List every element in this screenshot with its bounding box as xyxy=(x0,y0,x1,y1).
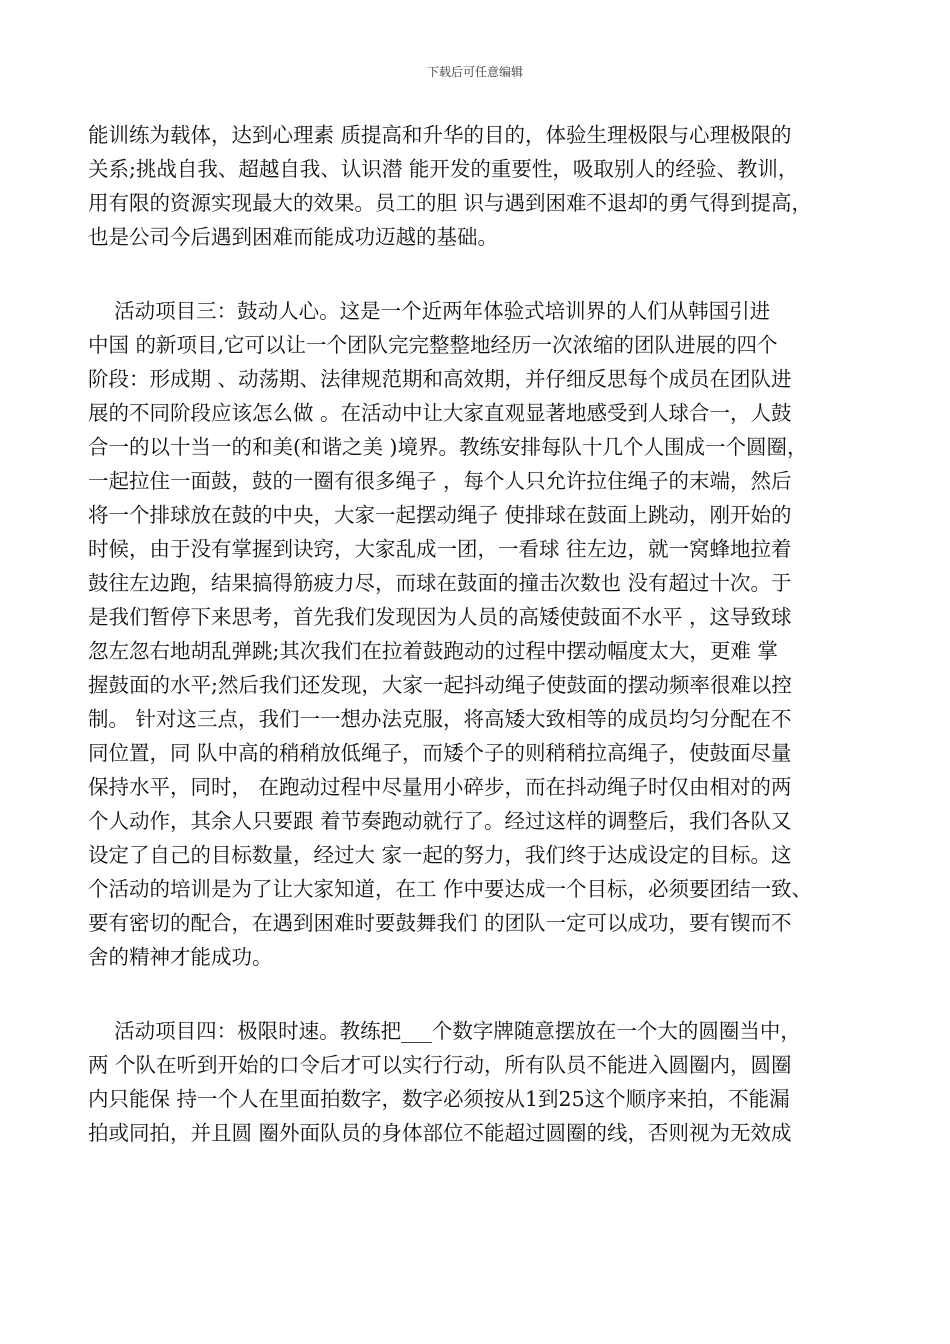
text-line: 合一的以十当一的和美(和谐之美 )境界。教练安排每队十几个人围成一个圆圈， xyxy=(88,435,808,459)
text-line: 同位置，同 队中高的稍稍放低绳子，而矮个子的则稍稍拉高绳子，使鼓面尽量 xyxy=(88,741,792,765)
text-line: 用有限的资源实现最大的效果。员工的胆 识与遇到困难不退却的勇气得到提高， xyxy=(88,191,813,215)
text-line: 活动项目四：极限时速。教练把___个数字牌随意摆放在一个大的圆圈当中， xyxy=(88,1019,801,1043)
text-line: 设定了自己的目标数量，经过大 家一起的努力，我们终于达成设定的目标。这 xyxy=(88,843,792,867)
paragraph-2 xyxy=(88,294,878,974)
text-line: 舍的精神才能成功。 xyxy=(88,945,273,969)
text-line: 握鼓面的水平;然后我们还发现，大家一起抖动绳子使鼓面的摆动频率很难以控 xyxy=(88,673,792,697)
text-line: 展的不同阶段应该怎么做 。在活动中让大家直观显著地感受到人球合一，人鼓 xyxy=(88,401,792,425)
document-body xyxy=(88,118,878,1150)
text-line: 内只能保 持一个人在里面拍数字，数字必须按从1到25这个顺序来拍，不能漏 xyxy=(88,1087,790,1111)
text-line: 中国 的新项目,它可以让一个团队完完整整地经历一次浓缩的团队进展的四个 xyxy=(88,333,778,357)
text-line: 是我们暂停下来思考，首先我们发现因为人员的高矮使鼓面不水平 ，这导致球 xyxy=(88,605,792,629)
text-line: 阶段：形成期 、动荡期、法律规范期和高效期，并仔细反思每个成员在团队进 xyxy=(88,367,792,391)
text-line: 制。 针对这三点，我们一一想办法克服，将高矮大致相等的成员均匀分配在不 xyxy=(88,707,792,731)
paragraph-gap xyxy=(88,974,878,1014)
paragraph-1 xyxy=(88,118,878,254)
text-line: 将一个排球放在鼓的中央，大家一起摆动绳子 使排球在鼓面上跳动，刚开始的 xyxy=(88,503,792,527)
text-line: 个活动的培训是为了让大家知道，在工 作中要达成一个目标，必须要团结一致、 xyxy=(88,877,813,901)
paragraph-3 xyxy=(88,1014,878,1150)
text-line: 拍或同拍，并且圆 圈外面队员的身体部位不能超过圆圈的线，否则视为无效成 xyxy=(88,1121,792,1145)
text-line: 个人动作，其余人只要跟 着节奏跑动就行了。经过这样的调整后，我们各队又 xyxy=(88,809,792,833)
text-line: 忽左忽右地胡乱弹跳;其次我们在拉着鼓跑动的过程中摆动幅度太大，更难 掌 xyxy=(88,639,778,663)
text-line: 一起拉住一面鼓，鼓的一圈有很多绳子 ，每个人只允许拉住绳子的末端，然后 xyxy=(88,469,792,493)
text-line: 能训练为载体，达到心理素 质提高和升华的目的，体验生理极限与心理极限的 xyxy=(88,123,792,147)
text-line: 鼓往左边跑，结果搞得筋疲力尽，而球在鼓面的撞击次数也 没有超过十次。于 xyxy=(88,571,792,595)
text-line: 保持水平，同时， 在跑动过程中尽量用小碎步，而在抖动绳子时仅由相对的两 xyxy=(88,775,792,799)
text-line: 关系;挑战自我、超越自我、认识潜 能开发的重要性，吸取别人的经验、教训， xyxy=(88,157,799,181)
text-line: 两 个队在听到开始的口令后才可以实行行动，所有队员不能进入圆圈内，圆圈 xyxy=(88,1053,792,1077)
text-line: 也是公司今后遇到困难而能成功迈越的基础。 xyxy=(88,225,498,249)
paragraph-gap xyxy=(88,254,878,294)
page-header: 下载后可任意编辑 xyxy=(426,65,523,79)
text-line: 时候，由于没有掌握到诀窍，大家乱成一团，一看球 往左边，就一窝蜂地拉着 xyxy=(88,537,792,561)
text-line: 要有密切的配合，在遇到困难时要鼓舞我们 的团队一定可以成功，要有锲而不 xyxy=(88,911,792,935)
text-line: 活动项目三：鼓动人心。这是一个近两年体验式培训界的人们从韩国引进 xyxy=(88,299,771,323)
